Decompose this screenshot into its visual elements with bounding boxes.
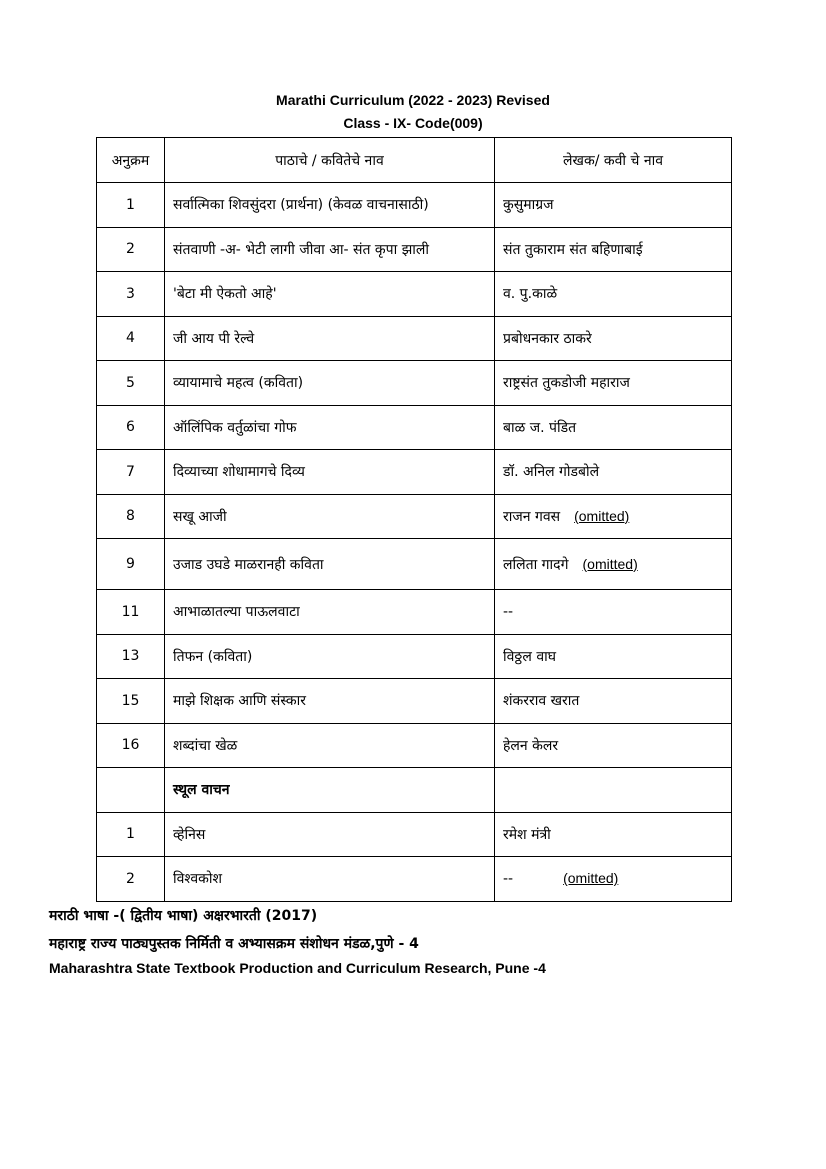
serial-cell: 16 [97, 723, 165, 768]
lesson-title-cell: विश्वकोश [165, 857, 495, 902]
author-cell [495, 539, 732, 590]
author-cell [495, 405, 732, 450]
serial-cell: 4 [97, 316, 165, 361]
omitted-note: (omitted) [574, 507, 630, 524]
author-cell [495, 590, 732, 635]
serial-cell [97, 768, 165, 813]
table-row [97, 316, 732, 361]
lesson-title-cell: सर्वात्मिका शिवसुंदरा (प्रार्थना) (केवळ वाचनासाठी) [165, 183, 495, 228]
author-name: डॉ. अनिल गोडबोले [503, 464, 600, 481]
author-name: ललिता गादगे [503, 556, 569, 573]
column-header-lesson: पाठाचे / कवितेचे नाव [165, 138, 495, 183]
serial-cell: 13 [97, 634, 165, 679]
table-row [97, 590, 732, 635]
curriculum-table [96, 137, 732, 902]
author-name: संत तुकाराम संत बहिणाबाई [503, 241, 643, 258]
lesson-title-cell: माझे शिक्षक आणि संस्कार [165, 679, 495, 724]
column-header-serial: अनुक्रम [97, 138, 165, 183]
column-header-author: लेखक/ कवी चे नाव [495, 138, 732, 183]
table-row [97, 361, 732, 406]
author-name: शंकरराव खरात [503, 693, 580, 710]
serial-cell: 8 [97, 494, 165, 539]
author-cell [495, 812, 732, 857]
footer-board-english: Maharashtra State Textbook Production and Curriculum Research, Pune -4 [49, 960, 546, 976]
serial-cell: 3 [97, 272, 165, 317]
lesson-title-cell: उजाड उघडे माळरानही कविता [165, 539, 495, 590]
author-cell [495, 679, 732, 724]
table-row [97, 634, 732, 679]
serial-cell: 1 [97, 812, 165, 857]
lesson-title-cell: सखू आजी [165, 494, 495, 539]
author-name: -- [503, 603, 514, 620]
serial-cell: 9 [97, 539, 165, 590]
table-row [97, 272, 732, 317]
lesson-title-cell: व्यायामाचे महत्व (कविता) [165, 361, 495, 406]
lesson-title-cell: तिफन (कविता) [165, 634, 495, 679]
lesson-title-cell: आभाळातल्या पाऊलवाटा [165, 590, 495, 635]
omitted-note: (omitted) [582, 555, 638, 572]
lesson-title-cell: जी आय पी रेल्वे [165, 316, 495, 361]
lesson-title-cell: ऑलिंपिक वर्तुळांचा गोफ [165, 405, 495, 450]
table-row [97, 450, 732, 495]
serial-cell: 1 [97, 183, 165, 228]
lesson-title-cell: स्थूल वाचन [165, 768, 495, 813]
table-row [97, 405, 732, 450]
table-header-row [97, 138, 732, 183]
table-row [97, 494, 732, 539]
table-row [97, 857, 732, 902]
lesson-title-cell: शब्दांचा खेळ [165, 723, 495, 768]
author-name: हेलन केलर [503, 737, 559, 754]
omitted-note: (omitted) [563, 870, 619, 887]
author-name: विठ्ठल वाघ [503, 648, 557, 665]
author-name: व. पु.काळे [503, 286, 558, 303]
serial-cell: 6 [97, 405, 165, 450]
table-row [97, 768, 732, 813]
document-title: Marathi Curriculum (2022 - 2023) Revised [276, 92, 550, 108]
lesson-title-cell: संतवाणी -अ- भेटी लागी जीवा आ- संत कृपा झाली [165, 227, 495, 272]
author-cell [495, 768, 732, 813]
author-name: प्रबोधनकार ठाकरे [503, 330, 592, 347]
author-cell [495, 723, 732, 768]
author-cell [495, 450, 732, 495]
lesson-title-cell: 'बेटा मी ऐकतो आहे' [165, 272, 495, 317]
author-name: राजन गवस [503, 508, 561, 525]
author-cell [495, 857, 732, 902]
author-cell [495, 183, 732, 228]
author-cell [495, 361, 732, 406]
document-subtitle: Class - IX- Code(009) [343, 115, 483, 131]
author-cell [495, 494, 732, 539]
author-cell [495, 227, 732, 272]
footer-board-marathi: महाराष्ट्र राज्य पाठ्यपुस्तक निर्मिती व अभ्यासक्रम संशोधन मंडळ,पुणे - 4 [49, 936, 419, 952]
serial-cell: 11 [97, 590, 165, 635]
table-row [97, 679, 732, 724]
table-row [97, 183, 732, 228]
serial-cell: 15 [97, 679, 165, 724]
serial-cell: 2 [97, 857, 165, 902]
author-name: रमेश मंत्री [503, 826, 551, 843]
author-name: -- [503, 871, 514, 888]
table-row [97, 539, 732, 590]
author-name: बाळ ज. पंडित [503, 419, 577, 436]
author-cell [495, 316, 732, 361]
lesson-title-cell: व्हेनिस [165, 812, 495, 857]
table-row [97, 227, 732, 272]
lesson-title-cell: दिव्याच्या शोधामागचे दिव्य [165, 450, 495, 495]
author-name: राष्ट्रसंत तुकडोजी महाराज [503, 375, 630, 392]
author-name: कुसुमाग्रज [503, 197, 554, 214]
table-row [97, 723, 732, 768]
serial-cell: 2 [97, 227, 165, 272]
table-row [97, 812, 732, 857]
author-cell [495, 634, 732, 679]
serial-cell: 7 [97, 450, 165, 495]
serial-cell: 5 [97, 361, 165, 406]
footer-textbook-name: मराठी भाषा -( द्वितीय भाषा) अक्षरभारती (2017) [49, 908, 318, 924]
author-cell [495, 272, 732, 317]
